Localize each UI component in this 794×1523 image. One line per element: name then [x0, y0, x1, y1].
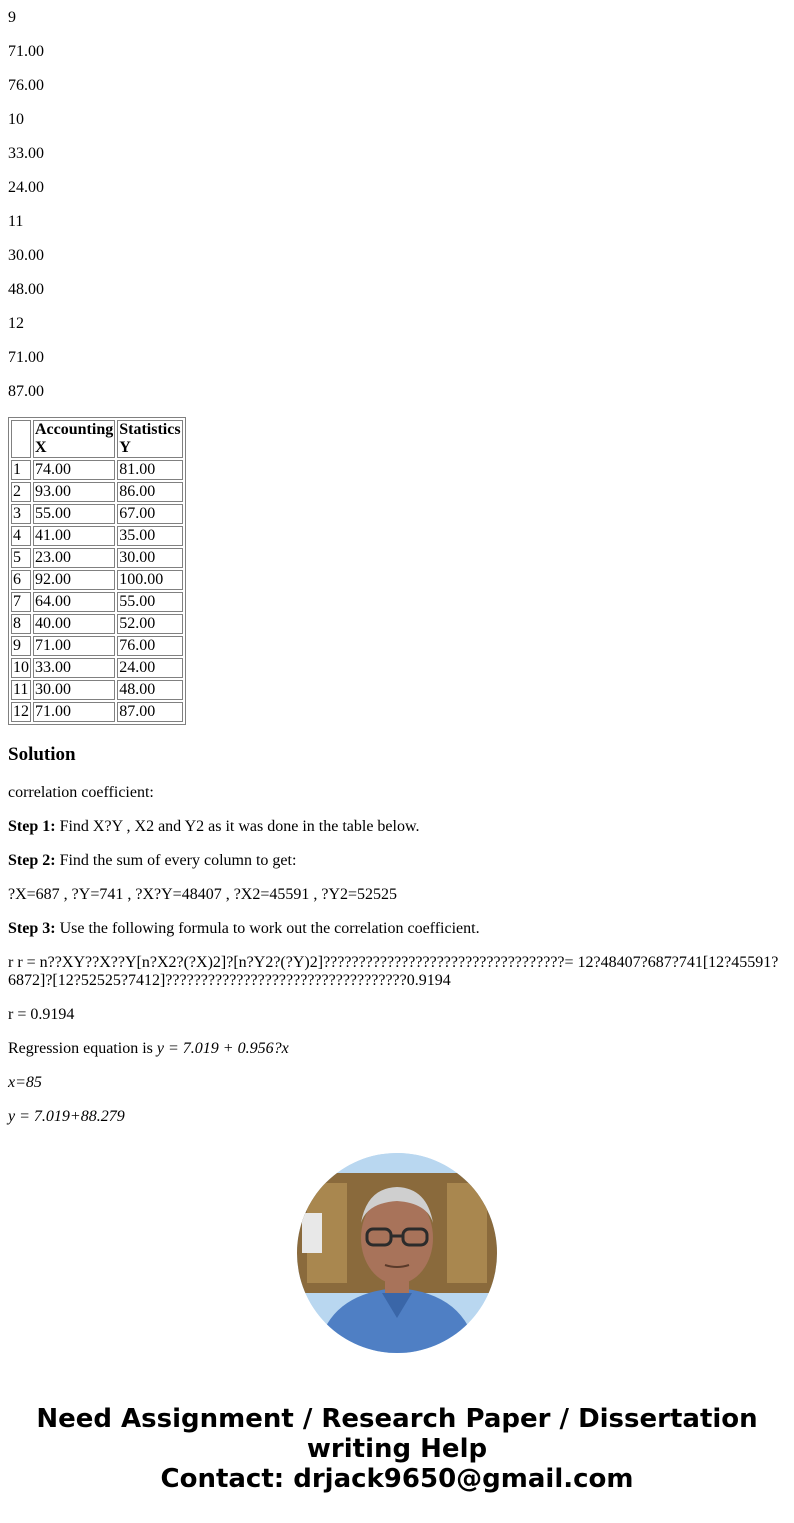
statistics-cell: 55.00 — [117, 592, 182, 612]
row-index-cell: 11 — [11, 680, 31, 700]
table-row — [11, 658, 183, 678]
statistics-cell: 81.00 — [117, 460, 182, 480]
row-index-cell: 9 — [11, 636, 31, 656]
accounting-cell: 93.00 — [33, 482, 115, 502]
statistics-cell: 76.00 — [117, 636, 182, 656]
statistics-cell: 87.00 — [117, 702, 182, 722]
row-index-cell: 1 — [11, 460, 31, 480]
value-line: 48.00 — [8, 281, 44, 298]
solution-section — [8, 744, 786, 1125]
contact-line: Contact: drjack9650@gmail.com — [160, 1464, 634, 1494]
table-row — [11, 526, 183, 546]
intro-text: correlation coefficient: — [8, 784, 154, 801]
statistics-cell: 35.00 — [117, 526, 182, 546]
row-index-cell: 7 — [11, 592, 31, 612]
value-line: 33.00 — [8, 145, 44, 162]
table-row — [11, 548, 183, 568]
accounting-cell: 30.00 — [33, 680, 115, 700]
table-row — [11, 570, 183, 590]
accounting-cell: 64.00 — [33, 592, 115, 612]
value-line: 9 — [8, 9, 16, 26]
promo-line-2: writing Help — [306, 1434, 488, 1464]
value-line: 71.00 — [8, 43, 44, 60]
accounting-cell: 71.00 — [33, 702, 115, 722]
preceding-values-list — [8, 0, 786, 408]
accounting-cell: 92.00 — [33, 570, 115, 590]
row-index-cell: 3 — [11, 504, 31, 524]
accounting-cell: 40.00 — [33, 614, 115, 634]
row-index-cell: 8 — [11, 614, 31, 634]
step-2: Step 2: Find the sum of every column to get: — [8, 852, 297, 869]
author-photo-icon — [297, 1153, 497, 1353]
table-row — [11, 680, 183, 700]
table-row — [11, 614, 183, 634]
x-value: x=85 — [8, 1074, 42, 1091]
column-sums: ?X=687 , ?Y=741 , ?X?Y=48407 , ?X2=45591 , ?Y2=52525 — [8, 886, 398, 903]
table-row — [11, 592, 183, 612]
row-index-cell: 2 — [11, 482, 31, 502]
value-line: 24.00 — [8, 179, 44, 196]
row-index-cell: 5 — [11, 548, 31, 568]
accounting-cell: 41.00 — [33, 526, 115, 546]
row-index-cell: 6 — [11, 570, 31, 590]
table-header-row — [11, 420, 183, 458]
solution-heading: Solution — [8, 744, 76, 765]
value-line: 87.00 — [8, 383, 44, 400]
value-line: 11 — [8, 213, 24, 230]
step-3: Step 3: Use the following formula to work out the correlation coefficient. — [8, 920, 480, 937]
table-row — [11, 460, 183, 480]
promo-line-1: Need Assignment / Research Paper / Dissertation — [36, 1404, 758, 1434]
statistics-cell: 67.00 — [117, 504, 182, 524]
value-line: 12 — [8, 315, 24, 332]
value-line: 30.00 — [8, 247, 44, 264]
table-row — [11, 636, 183, 656]
accounting-cell: 74.00 — [33, 460, 115, 480]
accounting-cell: 71.00 — [33, 636, 115, 656]
regression-equation: Regression equation is y = 7.019 + 0.956?x — [8, 1040, 289, 1057]
statistics-cell: 48.00 — [117, 680, 182, 700]
row-index-cell: 4 — [11, 526, 31, 546]
row-index-cell: 12 — [13, 703, 29, 720]
statistics-cell: 86.00 — [117, 482, 182, 502]
table-row — [11, 482, 183, 502]
step-1: Step 1: Find X?Y , X2 and Y2 as it was done in the table below. — [8, 818, 420, 835]
y-value: y = 7.019+88.279 — [8, 1108, 125, 1125]
r-value: r = 0.9194 — [8, 1006, 75, 1023]
header-index — [11, 420, 31, 458]
statistics-cell: 30.00 — [117, 548, 182, 568]
value-line: 10 — [8, 111, 24, 128]
accounting-cell: 33.00 — [33, 658, 115, 678]
author-avatar — [297, 1153, 497, 1353]
value-line: 71.00 — [8, 349, 44, 366]
scores-table — [8, 417, 186, 725]
statistics-cell: 100.00 — [117, 570, 182, 590]
value-line: 76.00 — [8, 77, 44, 94]
table-row — [11, 702, 183, 722]
header-accounting: Accounting X — [35, 421, 114, 456]
accounting-cell: 23.00 — [33, 548, 115, 568]
statistics-cell: 24.00 — [117, 658, 182, 678]
correlation-formula: r r = n??XY??X??Y[n?X2?(?X)2]?[n?Y2?(?Y)2]??????????????????????????????????= 12?48407?687?741[12?45591?6872]?[12?52525?7412]??????????????????????????????????0.9194 — [8, 954, 779, 989]
table-row — [11, 504, 183, 524]
header-statistics: Statistics Y — [119, 421, 181, 456]
row-index-cell: 10 — [13, 659, 29, 676]
promo-footer — [0, 1404, 794, 1494]
accounting-cell: 55.00 — [33, 504, 115, 524]
statistics-cell: 52.00 — [117, 614, 182, 634]
